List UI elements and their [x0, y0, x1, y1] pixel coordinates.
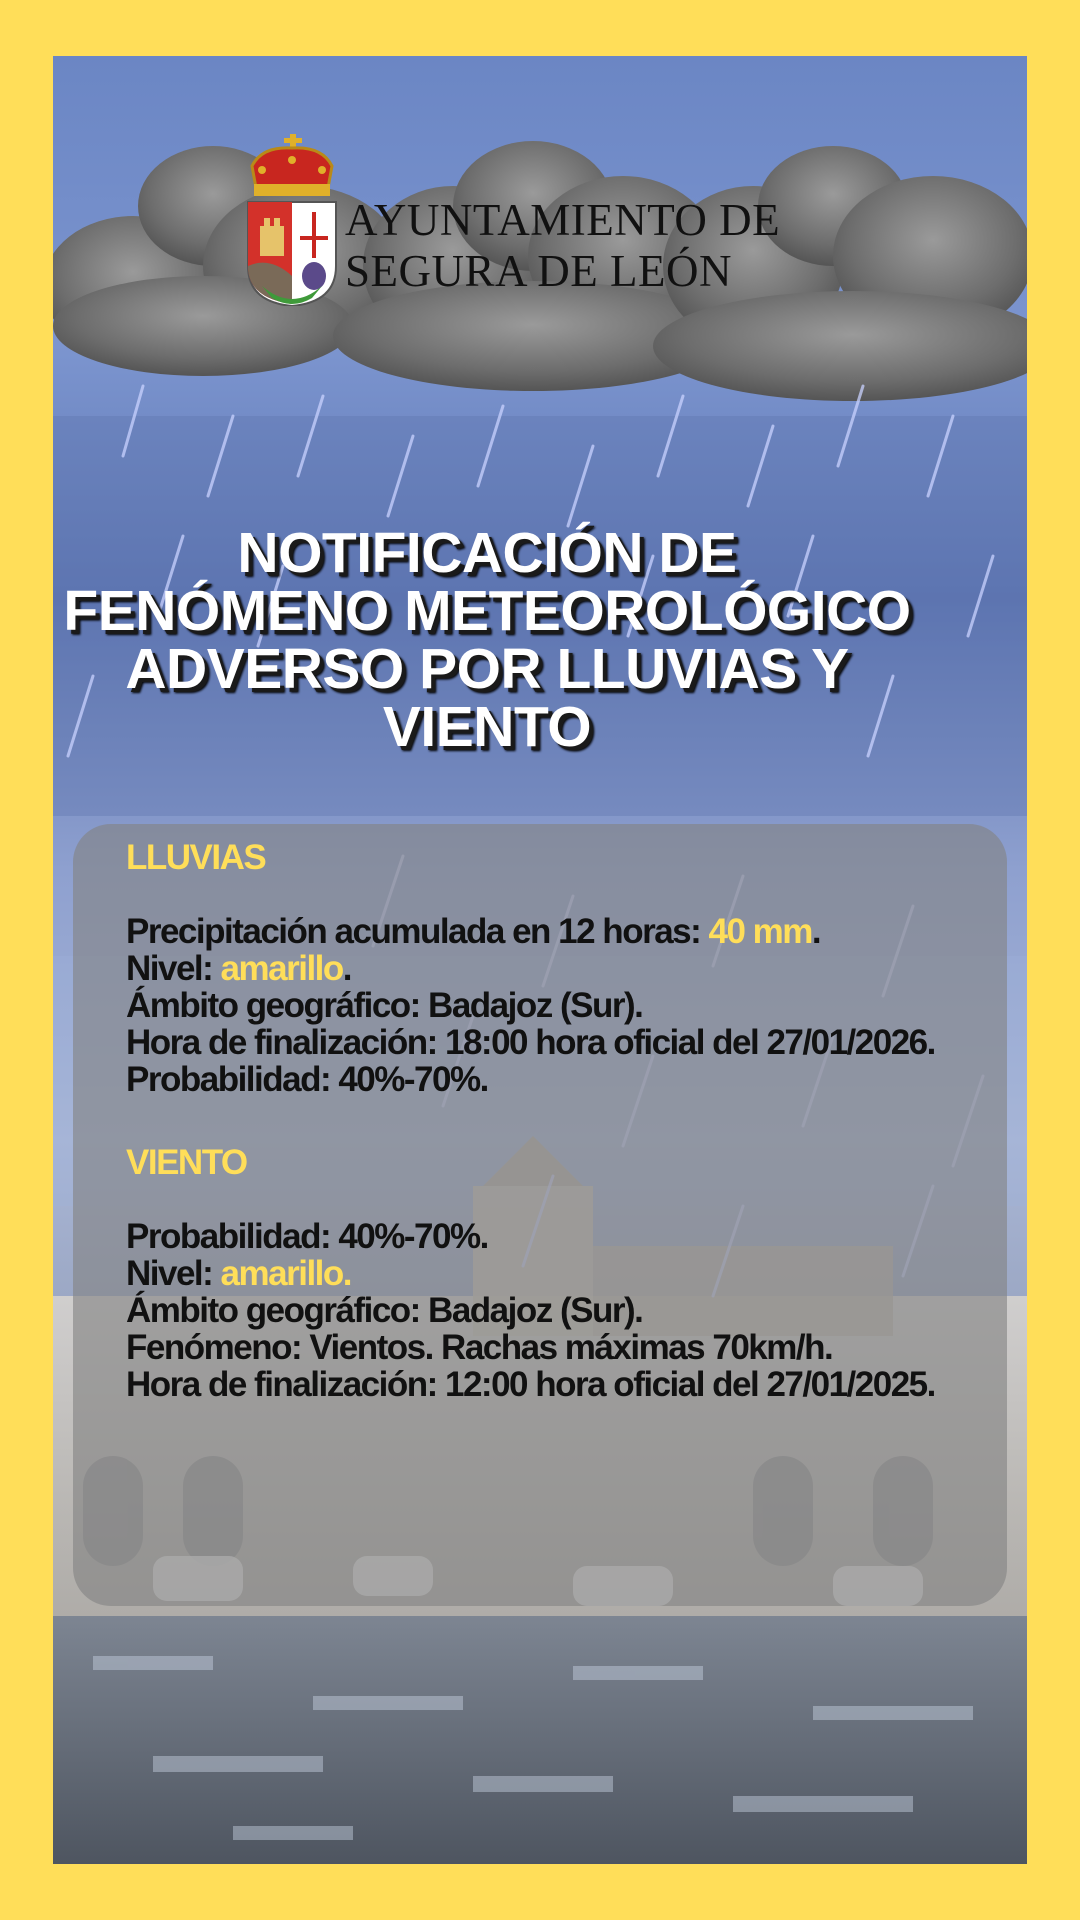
precip-end: .	[811, 912, 821, 951]
logo-line-2: SEGURA DE LEÓN	[345, 246, 732, 296]
viento-probability: Probabilidad: 40%-70%.	[126, 1217, 488, 1256]
viento-level-value: amarillo.	[220, 1254, 351, 1293]
lluvias-details	[126, 913, 935, 1098]
title-line-1: NOTIFICACIÓN DE	[237, 521, 737, 585]
lluvias-heading: LLUVIAS	[126, 838, 266, 877]
title-line-2: FENÓMENO METEOROLÓGICO	[63, 579, 911, 643]
lluvias-scope: Ámbito geográfico: Badajoz (Sur).	[126, 986, 643, 1025]
title-line-3: ADVERSO POR LLUVIAS Y	[125, 637, 849, 701]
viento-details	[126, 1218, 935, 1403]
level-label: Nivel:	[126, 949, 221, 988]
lluvias-end-time: Hora de finalización: 18:00 hora oficial del 27/01/2026.	[126, 1023, 935, 1062]
viento-level	[126, 1255, 935, 1292]
viento-heading: VIENTO	[126, 1143, 247, 1182]
precip-value: 40 mm	[708, 912, 812, 951]
viento-end-time: Hora de finalización: 12:00 hora oficial del 27/01/2025.	[126, 1365, 935, 1404]
logo-wordmark	[345, 195, 780, 297]
level-value: amarillo	[220, 949, 343, 988]
viento-scope: Ámbito geográfico: Badajoz (Sur).	[126, 1291, 643, 1330]
viento-level-label: Nivel:	[126, 1254, 221, 1293]
logo-line-1: AYUNTAMIENTO DE	[345, 195, 781, 245]
lluvias-probability: Probabilidad: 40%-70%.	[126, 1060, 488, 1099]
viento-phenomenon: Fenómeno: Vientos. Rachas máximas 70km/h.	[126, 1328, 833, 1367]
lluvias-level	[126, 950, 935, 987]
lluvias-precipitation	[126, 913, 935, 950]
precip-label: Precipitación acumulada en 12 horas:	[126, 912, 709, 951]
title-line-4: VIENTO	[382, 695, 592, 759]
page-title	[0, 521, 974, 759]
level-end: .	[342, 949, 352, 988]
